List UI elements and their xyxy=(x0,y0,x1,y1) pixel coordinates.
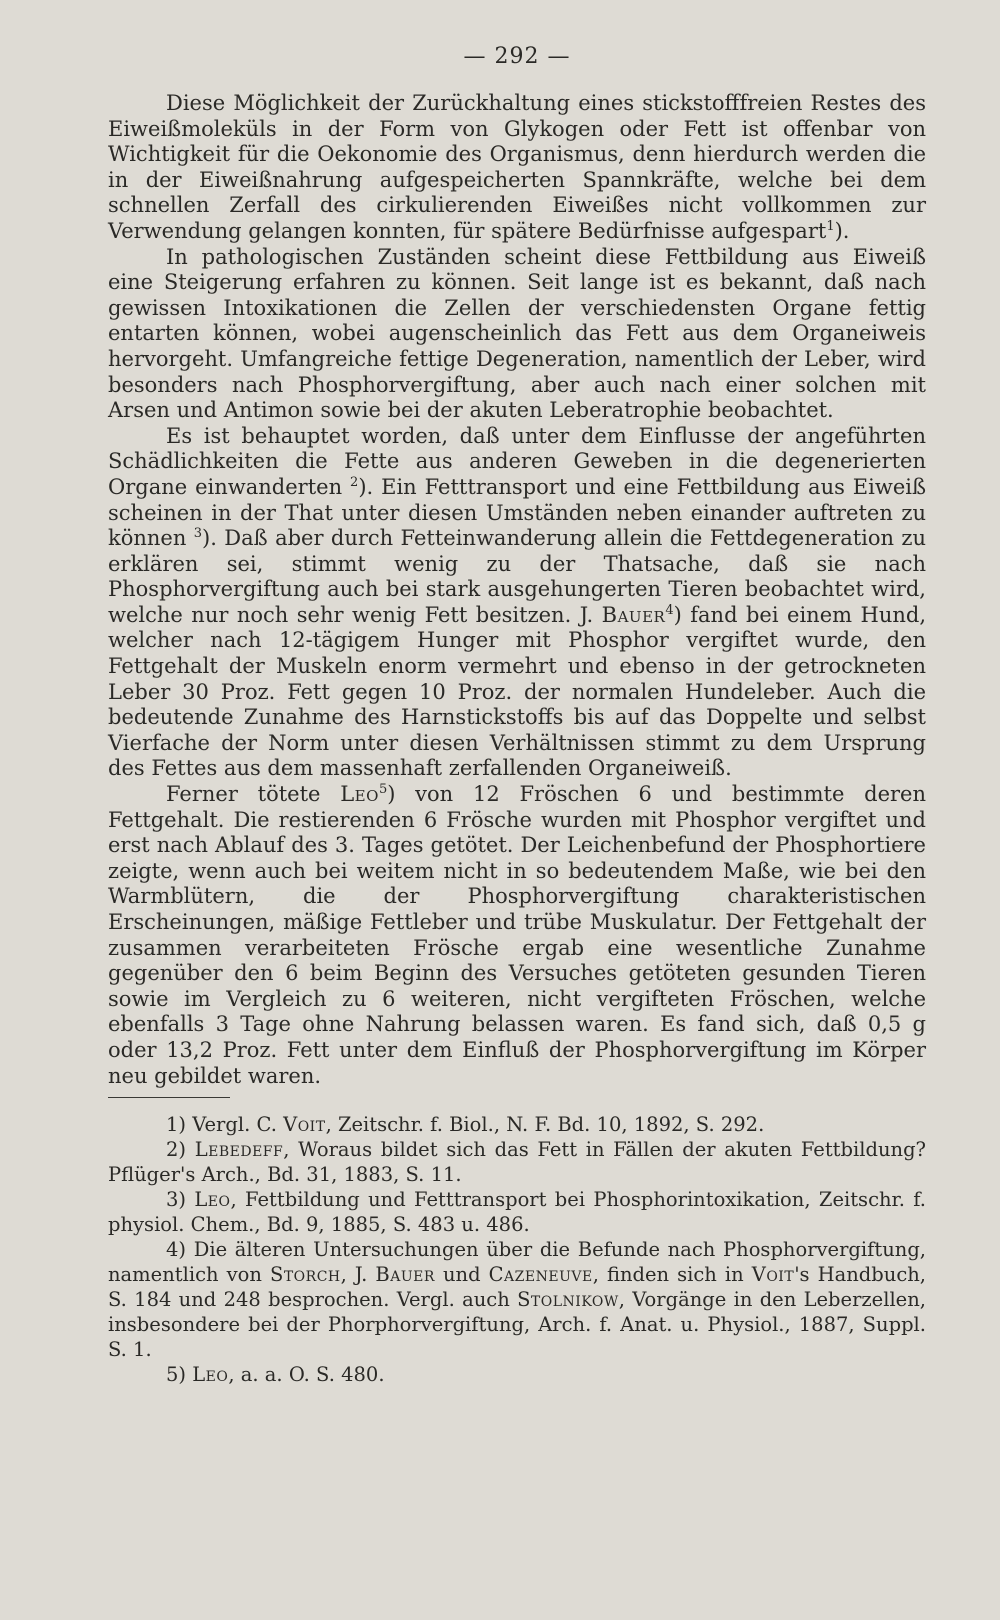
footnote-ref-3[interactable]: 3 xyxy=(193,526,203,542)
paragraph-3-text-a: Es ist behauptet worden, daß unter dem Einflusse der angeführten Schädlichkeiten die Fette aus anderen Geweben in die degenerierten Organe einwanderten xyxy=(108,423,926,499)
footnote-1-author: Voit xyxy=(283,1113,326,1137)
footnote-4-author-stolnikow: Stolnikow xyxy=(517,1288,619,1312)
paragraph-3 xyxy=(108,424,926,782)
paragraph-3-text-c: ). Daß aber durch Fetteinwanderung allein die Fettdegeneration zu erklären sei, stimmt wenig zu der Thatsache, daß sie nach Phosphorvergiftung auch bei stark ausgehungerten Tieren beobachtet wird, welche nur noch sehr wenig Fett besitzen. J. xyxy=(108,526,927,627)
footnote-3-number: 3) xyxy=(166,1188,195,1212)
footnote-5 xyxy=(108,1362,926,1387)
paragraph-3-text-d: ) fand bei einem Hund, welcher nach 12-tägigem Hunger mit Phosphor vergiftet wurde, den Fettgehalt der Muskeln enorm vermehrt und ebenso in der getrockneten Leber 30 Proz. Fett gegen 10 Proz. der normalen Hundeleber. Auch die bedeutende Zunahme des Harnstickstoffs bis auf das Doppelte und selbst Vierfache der Norm unter diesen Verhältnissen stimmt zu dem Ursprung des Fettes aus dem massenhaft zerfallenden Organeiweiß. xyxy=(108,602,926,781)
footnote-3-text: , Fettbildung und Fetttransport bei Phosphorintoxikation, Zeitschr. f. physiol. Chem., Bd. 9, 1885, S. 483 u. 486. xyxy=(108,1188,926,1237)
paragraph-3-text-b: ). Ein Fetttransport und eine Fettbildung aus Eiweiß scheinen in der That unter diesen Umständen neben einander auftreten zu können xyxy=(108,474,926,551)
paragraph-2: In pathologischen Zuständen scheint diese Fettbildung aus Eiweiß eine Steigerung erfahren zu können. Seit lange ist es bekannt, daß nach gewissen Intoxikationen die Zellen der verschiedensten Organe fettig entarten können, wobei augenscheinlich das Fett aus dem Organeiweis hervorgeht. Umfangreiche fettige Degeneration, namentlich der Leber, wird besonders nach Phosphorvergiftung, aber auch nach einer solchen mit Arsen und Antimon sowie bei der akuten Leberatrophie beobachtet. xyxy=(108,244,926,423)
paragraph-4-text-b: ) von 12 Fröschen 6 und bestimmte deren Fettgehalt. Die restierenden 6 Frösche wurden mit Phosphor vergiftet und erst nach Ablauf des 3. Tages getötet. Der Leichenbefund der Phosphortiere zeigte, wenn auch bei weitem nicht in so bedeutendem Maße, wie bei den Warmblütern, die der Phosphorvergiftung charakteristischen Erscheinungen, mäßige Fettleber und trübe Muskulatur. Der Fettgehalt der zusammen verarbeiteten Frösche ergab eine wesentliche Zunahme gegenüber den 6 beim Beginn des Versuches getöteten gesunden Tieren sowie im Vergleich zu 6 weiteren, nicht vergifteten Fröschen, welche ebenfalls 3 Tage ohne Nahrung belassen waren. Es fand sich, daß 0,5 g oder 13,2 Proz. Fett unter dem Einfluß der Phosphorvergiftung im Körper neu gebildet waren. xyxy=(108,782,927,1088)
footnote-5-text: , a. a. O. S. 480. xyxy=(228,1363,385,1387)
footnote-ref-2[interactable]: 2 xyxy=(350,474,359,490)
footnote-4-text-d: , finden sich in xyxy=(592,1263,752,1287)
paragraph-4 xyxy=(108,782,926,1089)
footnote-5-number: 5) xyxy=(166,1363,193,1387)
footnote-divider xyxy=(108,1097,230,1098)
footnote-1-number: 1) xyxy=(166,1113,193,1137)
footnote-4-author-cazeneuve: Cazeneuve xyxy=(488,1263,593,1287)
paragraph-1 xyxy=(108,91,926,245)
footnote-5-author: Leo xyxy=(192,1363,229,1387)
footnote-ref-4[interactable]: 4 xyxy=(665,602,674,618)
page-number: — 292 — xyxy=(463,44,571,69)
footnote-2-text: , Woraus bildet sich das Fett in Fällen der akuten Fettbildung? Pflüger's Arch., Bd. 31, 1883, S. 11. xyxy=(108,1138,927,1187)
footnote-4-author-bauer: Bauer xyxy=(375,1263,435,1287)
footnote-4-text-f: , Vorgänge in den Leberzellen, insbesondere bei der Phorphorvergiftung, Arch. f. Anat. u. Physiol., 1887, Suppl. S. 1. xyxy=(108,1288,926,1362)
footnote-ref-1[interactable]: 1 xyxy=(826,218,835,234)
footnote-1 xyxy=(108,1112,926,1137)
footnotes xyxy=(108,1112,926,1387)
footnote-4-text-e: 's Handbuch, S. 184 und 248 besprochen. Vergl. auch xyxy=(108,1263,926,1312)
paragraph-1-text: Diese Möglichkeit der Zurückhaltung eines stickstofffreien Restes des Eiweißmoleküls in der Form von Glykogen oder Fett ist offenbar von Wichtigkeit für die Oekonomie des Organismus, denn hierdurch werden die in der Eiweißnahrung aufgespeicherten Spannkräfte, welche bei dem schnellen Zerfall des cirkulierenden Eiweißes nicht vollkommen zur Verwendung gelangen konnten, für spätere Bedürfnisse aufgespart xyxy=(108,91,926,243)
author-name-bauer: Bauer xyxy=(601,602,666,627)
footnote-3-author: Leo xyxy=(194,1188,231,1212)
author-name-leo: Leo xyxy=(340,782,379,807)
footnote-4-author-voit: Voit xyxy=(751,1263,795,1287)
footnote-1-text-a: Vergl. C. xyxy=(192,1113,284,1137)
paragraph-1-end: ). xyxy=(834,218,850,243)
body-text xyxy=(108,91,926,1089)
footnote-3 xyxy=(108,1187,926,1237)
footnote-4-text-b: , J. xyxy=(340,1263,376,1287)
footnote-1-text-b: , Zeitschr. f. Biol., N. F. Bd. 10, 1892, S. 292. xyxy=(325,1113,765,1137)
footnote-4-text-a: Die älteren Untersuchungen über die Befunde nach Phosphorvergiftung, namentlich von xyxy=(108,1238,926,1287)
footnote-4-author-storch: Storch xyxy=(269,1263,341,1287)
footnote-4-number: 4) xyxy=(166,1238,194,1262)
paragraph-4-text-a: Ferner tötete xyxy=(166,782,341,807)
footnote-4 xyxy=(108,1237,926,1362)
footnote-2-number: 2) xyxy=(166,1138,195,1162)
footnote-2 xyxy=(108,1137,926,1187)
footnote-4-text-c: und xyxy=(434,1263,489,1287)
footnote-2-author: Lebedeff xyxy=(194,1138,284,1162)
footnote-ref-5[interactable]: 5 xyxy=(378,782,388,798)
